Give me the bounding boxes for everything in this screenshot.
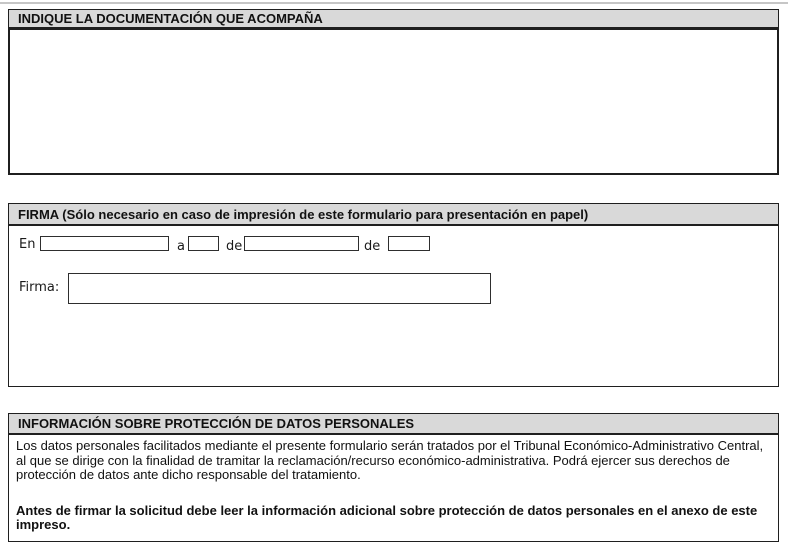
signature-label: Firma: (19, 280, 60, 295)
signature-section-header (8, 203, 779, 225)
date-label-a: a (177, 239, 185, 254)
page-top-divider (0, 2, 788, 4)
date-label-de-year: de (364, 239, 381, 254)
place-field[interactable] (40, 236, 169, 251)
privacy-section-body (8, 434, 779, 542)
signature-field[interactable] (68, 273, 491, 304)
documentation-section-header (8, 9, 779, 28)
signature-section-body (8, 225, 779, 387)
date-label-de-month: de (226, 239, 243, 254)
month-field[interactable] (244, 236, 359, 251)
day-field[interactable] (188, 236, 219, 251)
documentation-textarea[interactable] (8, 28, 779, 175)
documentation-section-title: INDIQUE LA DOCUMENTACIÓN QUE ACOMPAÑA (18, 11, 323, 26)
privacy-section-header (8, 413, 779, 434)
privacy-notice: Antes de firmar la solicitud debe leer la información adicional sobre protección de datos personales en el anexo de este impreso. (16, 502, 758, 532)
privacy-section-title: INFORMACIÓN SOBRE PROTECCIÓN DE DATOS PERSONALES (18, 416, 415, 431)
year-field[interactable] (388, 236, 430, 251)
date-label-en: En (19, 237, 36, 252)
signature-section-title: FIRMA (Sólo necesario en caso de impresión de este formulario para presentación en papel) (18, 206, 589, 222)
privacy-paragraph: Los datos personales facilitados mediante el presente formulario serán tratados por el Tribunal Económico-Administrativo Central, al que se dirige con la finalidad de tramitar la reclamación/recurso económico-administrativa. Podrá ejercer sus derechos de protección de datos ante dicho responsable del tratamiento. (16, 438, 764, 482)
